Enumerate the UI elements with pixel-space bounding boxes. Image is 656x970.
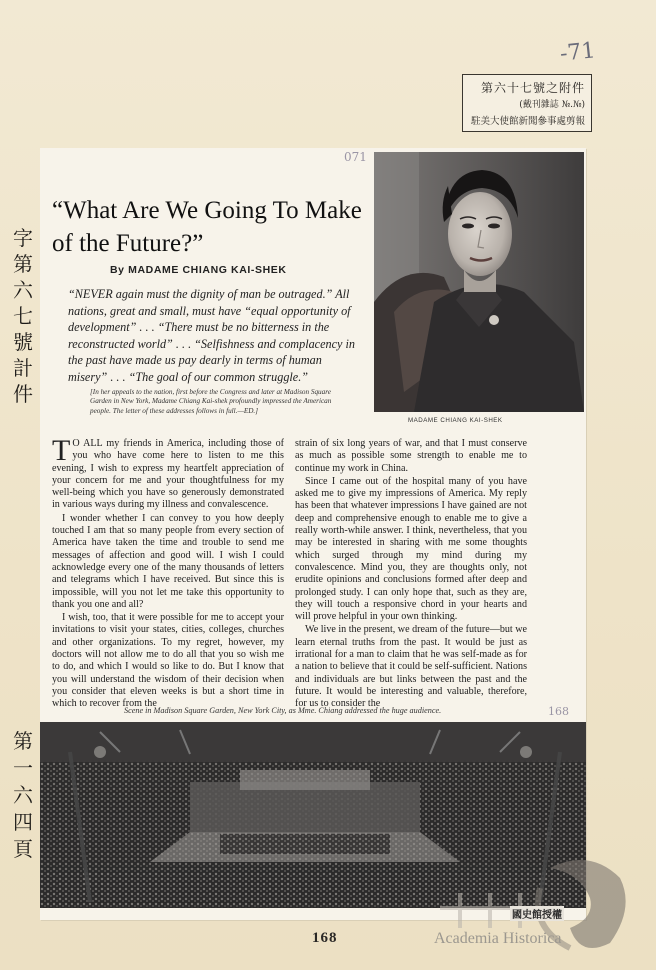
- article-byline: By MADAME CHIANG KAI-SHEK: [110, 264, 287, 276]
- editor-note: [In her appeals to the nation, first before the Congress and later at Madison Square Garden in New York, Madame Chiang Kai-shek profoundly impressed the American people. The letter of these addresses follows in full.—ED.]: [90, 388, 332, 415]
- paragraph-text: O ALL my friends in America, including those of you who have come here to listen to me this evening, I wish to express my heartfelt appreciation of your concern for me and your thoughtfulness for my well-being which you have so generously demonstrated in various ways during my illness and convalescence.: [52, 438, 284, 511]
- stamp-line-3: 駐美大使館新聞參事處剪報: [470, 116, 585, 127]
- watermark-label: 國史館授權: [510, 906, 564, 921]
- paragraph: strain of six long years of war, and that I must conserve as much as possible some strength to enable me to continue my work in China.: [295, 438, 527, 474]
- margin-vertical-text: 字第六七號計件: [13, 226, 33, 406]
- portrait-photo: [374, 152, 584, 412]
- stamp-line-2: (戴刊雜誌 №.№): [519, 100, 585, 110]
- photo-caption: Scene in Madison Square Garden, New York City, as Mme. Chiang addressed the huge audience.: [124, 706, 442, 715]
- article-title: “What Are We Going To Make of the Future?”: [52, 197, 362, 257]
- portrait-caption: MADAME CHIANG KAI-SHEK: [408, 417, 503, 424]
- page-number: 168: [312, 930, 338, 946]
- paragraph: [52, 434, 284, 512]
- paragraph: We live in the present, we dream of the future—but we learn eternal truths from the past. It would be just as irrational for a man to claim that he was self-made as for a nation to believe that it could be self-sufficient. Nations and individuals are but links between the past and the future. It would be interesting and valuable, therefore, for us to consider the: [295, 624, 528, 710]
- portrait-image: [374, 152, 584, 412]
- watermark-text: Academia Historica: [434, 930, 562, 947]
- handwritten-page-mark: 071: [344, 150, 367, 164]
- archive-stamp: [462, 74, 592, 132]
- margin-page-reference: 第一六四頁: [13, 729, 33, 861]
- paragraph: I wonder whether I can convey to you how deeply touched I am that so many people from every section of America have taken the time and trouble to send me messages of affection and good will. I wish I could acknowledge every one of the many thousands of letters and telegrams which I have received. But since this is impossible, will you not let me take this opportunity to thank you one and all?: [52, 512, 284, 610]
- paragraph: Since I came out of the hospital many of you have asked me to give my impressions of America. My reply has been that whatever impressions I have gained are not deep and comprehensive enough to enable me to give a really worth-while answer. I think, nevertheless, that you may be interested in sharing with me some thoughts which surged through my mind during my convalescence. Mind you, they are thoughts only, not erudite opinions and conclusions formed after deep and prolonged study. I can only hope that, such as they are, they will touch a responsive chord in your hearts and will prove helpful in your own thinking.: [295, 475, 527, 623]
- article-column-left: [52, 434, 284, 712]
- pull-quote: “NEVER again must the dignity of man be outraged.” All nations, great and small, must have “equal opportunity of development” . . . “There must be no bitterness in the reconstructed world” . . . “Selfishness and complacency in the past have made us pay dearly in terms of human misery” . . . “The goal of our common struggle.”: [68, 287, 355, 384]
- paragraph: I wish, too, that it were possible for me to accept your invitations to visit your states, cities, colleges, churches and other organizations. To my regret, however, my doctors will not allow me to do all that you so wish me to do, and which I would so like to do. But I know that you will understand the wisdom of their decision when you consider that eleven weeks is but a short time in which to recover from the: [52, 612, 284, 710]
- drop-cap: T: [52, 434, 71, 467]
- article-column-right: [295, 438, 527, 712]
- stamp-line-1: 第六十七號之附件: [480, 81, 585, 95]
- handwritten-number: -71: [558, 38, 597, 67]
- handwritten-page-mark: 168: [548, 705, 569, 718]
